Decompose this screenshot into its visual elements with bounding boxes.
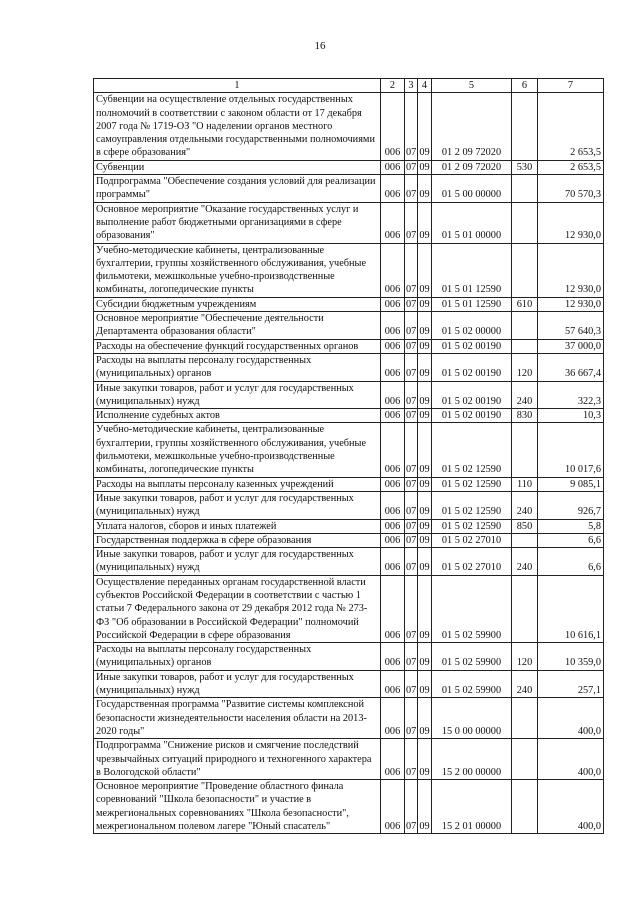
row-c2: 006 <box>381 409 405 423</box>
row-c7: 37 000,0 <box>538 339 604 353</box>
row-c7: 12 930,0 <box>538 243 604 297</box>
row-c6 <box>512 780 538 834</box>
row-c2: 006 <box>381 780 405 834</box>
row-c4: 09 <box>418 670 432 698</box>
table-row <box>94 93 604 160</box>
page-number: 16 <box>314 40 326 52</box>
row-description: Субвенции на осуществление отдельных государственных полномочий в соответствии с законом области от 17 декабря 2007 года № 1719-ОЗ "О наделении органов местного самоуправления отдельными государственными полномочиями в сфере образования" <box>94 93 381 160</box>
header-row <box>94 79 604 93</box>
row-c3: 07 <box>406 410 417 422</box>
row-c3: 07 <box>405 780 418 834</box>
row-description: Основное мероприятие "Обеспечение деятельности Департамента образования области" <box>94 312 381 340</box>
row-c5: 15 2 01 00000 <box>432 780 512 834</box>
row-c5: 01 5 02 12590 <box>432 477 512 491</box>
row-c6 <box>512 243 538 297</box>
table-row <box>94 243 604 297</box>
row-c6: 240 <box>512 670 538 698</box>
row-c2: 006 <box>381 491 405 519</box>
row-c2: 006 <box>381 519 405 533</box>
row-c3: 07 <box>405 202 418 243</box>
header-cell-5: 5 <box>432 79 512 93</box>
header-cell-4: 4 <box>418 79 432 93</box>
row-c7: 6,6 <box>538 548 604 576</box>
row-c5: 15 2 00 00000 <box>432 739 512 780</box>
row-c4: 09 <box>418 381 432 409</box>
header-cell-1: 1 <box>94 79 381 93</box>
row-c3: 07 <box>405 243 418 297</box>
row-c3: 07 <box>405 548 418 576</box>
row-c4: 09 <box>418 243 432 297</box>
row-c3: 07 <box>405 93 418 160</box>
table-row <box>94 312 604 340</box>
row-c5: 01 5 02 00190 <box>432 409 512 423</box>
row-c4: 09 <box>419 161 430 173</box>
row-c2: 006 <box>381 575 405 642</box>
row-c6 <box>512 93 538 160</box>
table-row <box>94 548 604 576</box>
table-row <box>94 698 604 739</box>
row-c7: 10 017,6 <box>538 423 604 477</box>
row-c3: 07 <box>406 520 417 532</box>
row-description: Основное мероприятие "Оказание государственных услуг и выполнение работ бюджетными организациями в сфере образования" <box>94 202 381 243</box>
row-c7: 12 930,0 <box>538 297 604 311</box>
table-row <box>94 175 604 203</box>
row-c6: 240 <box>512 548 538 576</box>
row-c6 <box>512 423 538 477</box>
row-c5: 01 5 02 12590 <box>432 423 512 477</box>
table-row <box>94 670 604 698</box>
row-c4: 09 <box>418 93 432 160</box>
row-c4: 09 <box>418 575 432 642</box>
row-c3: 07 <box>406 478 417 490</box>
row-c4: 09 <box>419 520 430 532</box>
row-description: Исполнение судебных актов <box>94 409 381 423</box>
row-c7: 12 930,0 <box>538 202 604 243</box>
row-c3: 07 <box>405 175 418 203</box>
row-c2: 006 <box>381 643 405 671</box>
table-row <box>94 423 604 477</box>
row-c2: 006 <box>381 297 405 311</box>
row-c4: 09 <box>418 780 432 834</box>
row-c3: 07 <box>405 670 418 698</box>
row-c3: 07 <box>406 298 417 310</box>
row-c4: 09 <box>419 410 430 422</box>
row-c7: 2 653,5 <box>538 160 604 174</box>
row-c5: 01 5 00 00000 <box>432 175 512 203</box>
row-c3: 07 <box>405 353 418 381</box>
row-c3: 07 <box>405 575 418 642</box>
header-cell-6: 6 <box>512 79 538 93</box>
row-c6 <box>512 202 538 243</box>
row-c7: 5,8 <box>538 519 604 533</box>
header-cell-7: 7 <box>538 79 604 93</box>
table-row <box>94 643 604 671</box>
budget-table-body <box>94 79 604 834</box>
row-c5: 15 0 00 00000 <box>432 698 512 739</box>
row-description: Уплата налогов, сборов и иных платежей <box>94 519 381 533</box>
row-c6: 120 <box>512 643 538 671</box>
row-c4: 09 <box>418 202 432 243</box>
row-c3: 07 <box>405 643 418 671</box>
row-c6: 530 <box>512 160 538 174</box>
row-description: Учебно-методические кабинеты, централизованные бухгалтерии, группы хозяйственного обслуживания, учебные фильмотеки, межшкольные учебно-производственные комбинаты, логопедические пункты <box>94 423 381 477</box>
row-c7: 57 640,3 <box>538 312 604 340</box>
row-c2: 006 <box>381 93 405 160</box>
row-c5: 01 5 02 27010 <box>432 548 512 576</box>
row-c2: 006 <box>381 423 405 477</box>
row-c6: 830 <box>512 409 538 423</box>
header-cell-2: 2 <box>381 79 405 93</box>
row-c7: 400,0 <box>538 698 604 739</box>
row-c4: 09 <box>419 478 430 490</box>
row-c5: 01 5 02 12590 <box>432 491 512 519</box>
table-row <box>94 339 604 353</box>
table-row <box>94 491 604 519</box>
row-c3: 07 <box>405 312 418 340</box>
row-c2: 006 <box>381 160 405 174</box>
row-c7: 322,3 <box>538 381 604 409</box>
row-c5: 01 5 02 27010 <box>432 533 512 547</box>
row-description: Основное мероприятие "Проведение областного финала соревнований "Школа безопасности" и участие в межрегиональных соревнованиях "Школа безопасности", межрегиональном полевом лагере "Юный спасатель" <box>94 780 381 834</box>
table-row <box>94 353 604 381</box>
row-c2: 006 <box>381 739 405 780</box>
row-c5: 01 5 02 00190 <box>432 353 512 381</box>
row-c2: 006 <box>381 202 405 243</box>
row-c7: 6,6 <box>538 533 604 547</box>
row-c6: 120 <box>512 353 538 381</box>
row-c6 <box>512 175 538 203</box>
row-c6: 110 <box>512 477 538 491</box>
row-c7: 10 359,0 <box>538 643 604 671</box>
row-c7: 400,0 <box>538 780 604 834</box>
row-c4: 09 <box>419 298 430 310</box>
row-description: Государственная поддержка в сфере образования <box>94 533 381 547</box>
row-c5: 01 5 01 12590 <box>432 297 512 311</box>
row-c2: 006 <box>381 243 405 297</box>
row-c6 <box>512 339 538 353</box>
table-row <box>94 780 604 834</box>
table-row <box>94 297 604 311</box>
table-row <box>94 160 604 174</box>
row-c7: 10 616,1 <box>538 575 604 642</box>
row-description: Расходы на выплаты персоналу казенных учреждений <box>94 477 381 491</box>
row-c5: 01 2 09 72020 <box>432 93 512 160</box>
table-row <box>94 519 604 533</box>
table-row <box>94 575 604 642</box>
row-description: Расходы на выплаты персоналу государственных (муниципальных) органов <box>94 353 381 381</box>
row-c2: 006 <box>381 312 405 340</box>
row-c3: 07 <box>406 534 417 546</box>
row-c3: 07 <box>405 739 418 780</box>
row-description: Иные закупки товаров, работ и услуг для государственных (муниципальных) нужд <box>94 381 381 409</box>
row-c2: 006 <box>381 698 405 739</box>
row-c4: 09 <box>419 340 430 352</box>
row-c2: 006 <box>381 477 405 491</box>
row-c5: 01 5 02 59900 <box>432 670 512 698</box>
row-c4: 09 <box>418 175 432 203</box>
row-c6 <box>512 533 538 547</box>
row-c2: 006 <box>381 548 405 576</box>
table-row <box>94 202 604 243</box>
row-description: Иные закупки товаров, работ и услуг для государственных (муниципальных) нужд <box>94 491 381 519</box>
row-description: Субсидии бюджетным учреждениям <box>94 297 381 311</box>
row-c4: 09 <box>418 353 432 381</box>
row-c5: 01 5 02 00190 <box>432 381 512 409</box>
row-description: Иные закупки товаров, работ и услуг для государственных (муниципальных) нужд <box>94 670 381 698</box>
row-c6: 240 <box>512 381 538 409</box>
row-description: Подпрограмма "Снижение рисков и смягчение последствий чрезвычайных ситуаций природного и техногенного характера в Вологодской области" <box>94 739 381 780</box>
row-c4: 09 <box>418 643 432 671</box>
row-description: Расходы на выплаты персоналу государственных (муниципальных) органов <box>94 643 381 671</box>
row-description: Расходы на обеспечение функций государственных органов <box>94 339 381 353</box>
row-c5: 01 5 01 00000 <box>432 202 512 243</box>
row-c4: 09 <box>418 698 432 739</box>
row-c2: 006 <box>381 381 405 409</box>
row-c2: 006 <box>381 670 405 698</box>
row-c4: 09 <box>418 423 432 477</box>
row-c3: 07 <box>405 491 418 519</box>
row-c7: 2 653,5 <box>538 93 604 160</box>
row-c7: 9 085,1 <box>538 477 604 491</box>
row-c6 <box>512 312 538 340</box>
table-row <box>94 409 604 423</box>
row-c4: 09 <box>418 548 432 576</box>
budget-table <box>93 78 604 834</box>
row-description: Подпрограмма "Обеспечение создания условий для реализации программы" <box>94 175 381 203</box>
row-description: Учебно-методические кабинеты, централизованные бухгалтерии, группы хозяйственного обслуживания, учебные фильмотеки, межшкольные учебно-производственные комбинаты, логопедические пункты <box>94 243 381 297</box>
header-cell-3: 3 <box>405 79 418 93</box>
row-c4: 09 <box>419 534 430 546</box>
row-c3: 07 <box>405 698 418 739</box>
row-c5: 01 5 02 59900 <box>432 575 512 642</box>
row-c3: 07 <box>405 381 418 409</box>
row-c5: 01 5 02 12590 <box>432 519 512 533</box>
row-c6: 850 <box>512 519 538 533</box>
row-c4: 09 <box>418 739 432 780</box>
row-c5: 01 5 01 12590 <box>432 243 512 297</box>
row-description: Государственная программа "Развитие системы комплексной безопасности жизнедеятельности населения области на 2013-2020 годы" <box>94 698 381 739</box>
row-c6 <box>512 698 538 739</box>
table-row <box>94 533 604 547</box>
row-c4: 09 <box>418 491 432 519</box>
row-description: Иные закупки товаров, работ и услуг для государственных (муниципальных) нужд <box>94 548 381 576</box>
row-c7: 36 667,4 <box>538 353 604 381</box>
row-c4: 09 <box>418 312 432 340</box>
row-c2: 006 <box>381 339 405 353</box>
row-c5: 01 2 09 72020 <box>432 160 512 174</box>
row-c3: 07 <box>406 340 417 352</box>
row-c6: 610 <box>512 297 538 311</box>
table-row <box>94 739 604 780</box>
row-description: Субвенции <box>94 160 381 174</box>
row-c7: 257,1 <box>538 670 604 698</box>
row-c5: 01 5 02 00000 <box>432 312 512 340</box>
row-c5: 01 5 02 00190 <box>432 339 512 353</box>
row-c6 <box>512 739 538 780</box>
table-row <box>94 477 604 491</box>
row-c7: 10,3 <box>538 409 604 423</box>
row-c7: 400,0 <box>538 739 604 780</box>
row-c2: 006 <box>381 533 405 547</box>
row-c6: 240 <box>512 491 538 519</box>
row-c2: 006 <box>381 175 405 203</box>
row-description: Осуществление переданных органам государственной власти субъектов Российской Федерации в соответствии с частью 1 статьи 7 Федерального закона от 29 декабря 2012 года № 273-ФЗ "Об образовании в Российской Федерации" полномочий Российской Федерации в сфере образования <box>94 575 381 642</box>
row-c7: 70 570,3 <box>538 175 604 203</box>
row-c5: 01 5 02 59900 <box>432 643 512 671</box>
table-row <box>94 381 604 409</box>
row-c3: 07 <box>405 423 418 477</box>
row-c6 <box>512 575 538 642</box>
row-c7: 926,7 <box>538 491 604 519</box>
row-c3: 07 <box>406 161 417 173</box>
row-c2: 006 <box>381 353 405 381</box>
